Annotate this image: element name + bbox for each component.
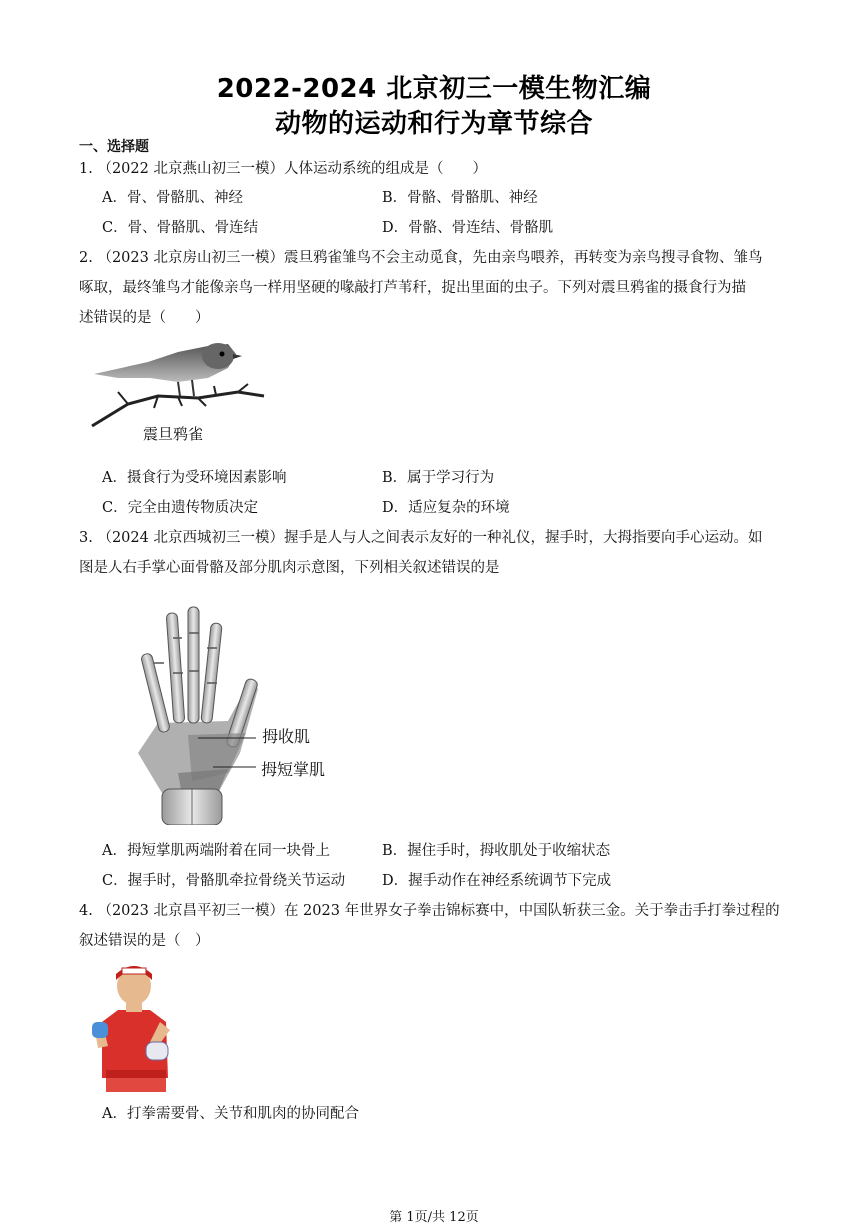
bird-figure-caption: 震旦鸦雀 — [143, 425, 204, 443]
page-number: 第 1页/共 12页 — [389, 1210, 479, 1225]
question-2-option-a: A．摄食行为受环境因素影响 — [102, 470, 287, 486]
boxer-illustration — [88, 966, 180, 1092]
question-2-stem-line-1: 2. （2023 北京房山初三一模）震旦鸦雀雏鸟不会主动觅食，先由亲鸟喂养，再转变为亲鸟搜寻食物、雏鸟 — [79, 250, 763, 266]
section-heading: 一、选择题 — [79, 139, 149, 155]
question-3-stem-line-1: 3. （2024 北京西城初三一模）握手是人与人之间表示友好的一种礼仪，握手时，大拇指要向手心运动。如 — [79, 530, 763, 546]
question-1-option-d: D．骨骼、骨连结、骨骼肌 — [382, 220, 554, 236]
question-4-stem-line-1: 4. （2023 北京昌平初三一模）在 2023 年世界女子拳击锦标赛中，中国队斩获三金。关于拳击手打拳过程的 — [79, 903, 780, 919]
bird-illustration — [88, 334, 273, 434]
question-3-option-b: B．握住手时，拇收肌处于收缩状态 — [382, 843, 611, 859]
question-2-stem-line-2: 啄取，最终雏鸟才能像亲鸟一样用坚硬的喙敲打芦苇秆，捉出里面的虫子。下列对震旦鸦雀的摄食行为描 — [79, 280, 746, 296]
question-2-option-c: C．完全由遗传物质决定 — [102, 500, 259, 516]
question-4-stem-line-2: 叙述错误的是（ ） — [79, 933, 210, 949]
question-2-option-b: B．属于学习行为 — [382, 470, 495, 486]
document-subtitle: 动物的运动和行为章节综合 — [274, 109, 593, 139]
question-1-option-b: B．骨骼、骨骼肌、神经 — [382, 190, 538, 206]
question-3-option-a: A．拇短掌肌两端附着在同一块骨上 — [102, 843, 330, 859]
question-1-stem: 1. （2022 北京燕山初三一模）人体运动系统的组成是（ ） — [79, 161, 487, 177]
question-2-option-d: D．适应复杂的环境 — [382, 500, 510, 516]
question-1-option-a: A．骨、骨骼肌、神经 — [102, 190, 243, 206]
question-3-option-d: D．握手动作在神经系统调节下完成 — [382, 873, 612, 889]
question-4-option-a: A．打拳需要骨、关节和肌肉的协同配合 — [102, 1106, 359, 1122]
label-adductor-pollicis: 拇收肌 — [262, 727, 311, 746]
label-abductor-pollicis-brevis: 拇短掌肌 — [261, 760, 326, 779]
question-3-stem-line-2: 图是人右手掌心面骨骼及部分肌肉示意图，下列相关叙述错误的是 — [79, 560, 500, 576]
hand-skeleton-illustration — [118, 603, 268, 825]
question-1-option-c: C．骨、骨骼肌、骨连结 — [102, 220, 259, 236]
question-2-stem-line-3: 述错误的是（ ） — [79, 310, 210, 326]
document-title: 2022-2024 北京初三一模生物汇编 — [216, 74, 652, 104]
question-3-option-c: C．握手时，骨骼肌牵拉骨绕关节运动 — [102, 873, 346, 889]
